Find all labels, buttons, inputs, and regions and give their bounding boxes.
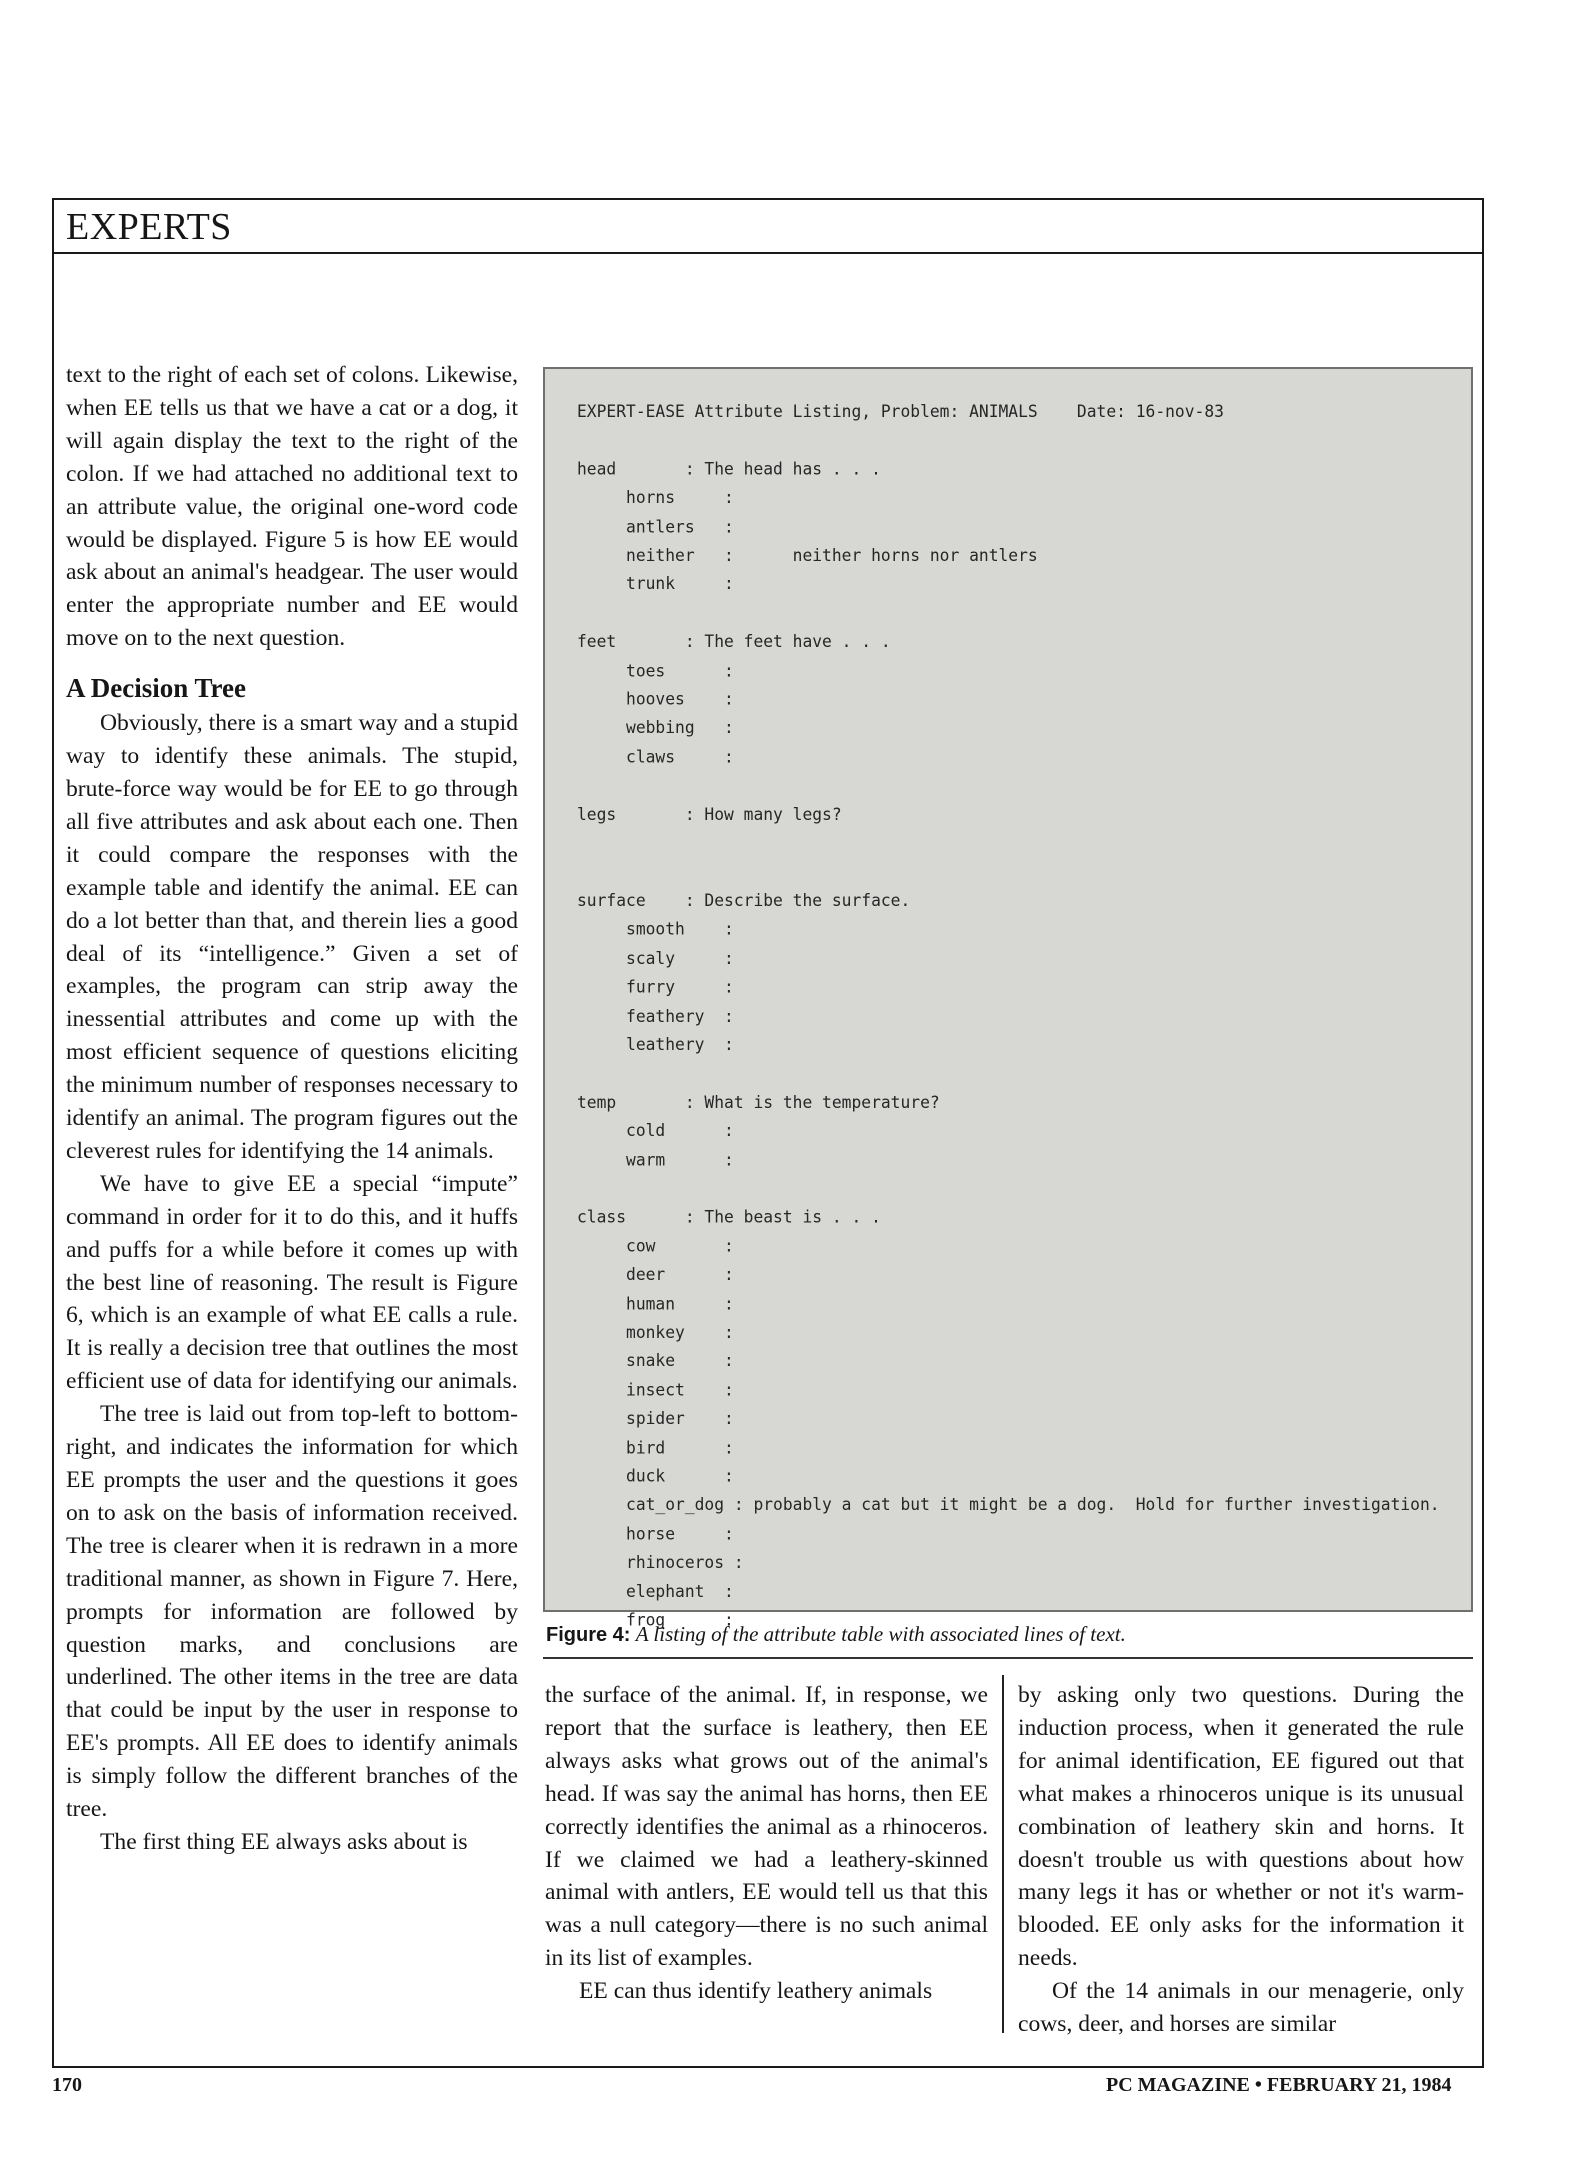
paragraph: the surface of the animal. If, in response, we report that the surface is leathery, then EE always asks what grows out of the animal's head. If was say the animal has horns, then EE correctly identifies the animal as a rhinoceros. If we claimed we had a leathery-skinned animal with antlers, EE would tell us that this was a null category—there is no such animal in its list of examples. [545, 1682, 988, 1972]
caption-text: A listing of the attribute table with associated lines of text. [635, 1622, 1126, 1646]
paragraph: The tree is laid out from top-left to bottom-right, and indicates the information for which EE prompts the user and the questions it goes on to ask on the basis of information received. The tree is clearer when it is redrawn in a more traditional manner, as shown in Figure 7. Here, prompts for information are followed by question marks, and conclusions are underlined. The other items in the tree are data that could be input by the user in response to EE's prompts. All EE does to identify animals is simply follow the different branches of the tree. [66, 1401, 518, 1823]
paragraph: The first thing EE always asks about is [100, 1828, 468, 1855]
attribute-listing: EXPERT-EASE Attribute Listing, Problem: ANIMALS Date: 16-nov-83 head : The head has . . . horns : antlers : neither : neither horns nor antlers trunk : feet : The feet have . . . toes : hooves : webbing : claws : legs : How many legs? surface : Describe the surface. smooth : scaly : furry : feathery : leathery : temp : What is the temperature? cold : warm : class : The beast is . . . cow : deer : human : monkey : snake : insect : spider : bird : duck : cat_or_dog : probably a cat but it might be a dog. Hold for further investigation. horse : rhinoceros : elephant : frog : [577, 401, 1440, 1630]
figure-caption [546, 1620, 1476, 1649]
column-divider [1002, 1675, 1004, 2033]
paragraph: We have to give EE a special “impute” command in order for it to do this, and it huffs and puffs for a while before it comes up with the best line of reasoning. The result is Figure 6, which is an example of what EE calls a rule. It is really a decision tree that outlines the most efficient use of data for identifying our animals. [66, 1170, 518, 1395]
paragraph: by asking only two questions. During the induction process, when it generated the rule for animal identification, EE figured out that what makes a rhinoceros unique is its unusual combination of leathery skin and horns. It doesn't trouble us with questions about how many legs it has or whether or not it's warm-blooded. EE only asks for the information it needs. [1018, 1682, 1464, 1972]
paragraph: EE can thus identify leathery animals [579, 1978, 933, 2005]
right-text-column [1018, 1679, 1464, 2041]
paragraph: Obviously, there is a smart way and a stupid way to identify these animals. The stupid, brute-force way would be for EE to go through all five attributes and ask about each one. Then it could compare the responses with the example table and identify the animal. EE can do a lot better than that, and therein lies a good deal of its “intelligence.” Given a set of examples, the program can strip away the inessential attributes and come up with the most efficient sequence of questions eliciting the minimum number of responses necessary to identify an animal. The program figures out the cleverest rules for identifying the 14 animals. [66, 710, 518, 1164]
publication-footer: PC MAGAZINE • FEBRUARY 21, 1984 [1106, 2074, 1452, 2096]
caption-label: Figure 4: [546, 1624, 631, 1646]
section-title: EXPERTS [66, 206, 232, 248]
subheading: A Decision Tree [66, 673, 246, 704]
paragraph: Of the 14 animals in our menagerie, only cows, deer, and horses are similar [1018, 1978, 1464, 2038]
paragraph: text to the right of each set of colons. Likewise, when EE tells us that we have a cat or a dog, it will again display the text to the right of the colon. If we had attached no additional text to an attribute value, the original one-word code would be displayed. Figure 5 is how EE would ask about an animal's headgear. The user would enter the appropriate number and EE would move on to the next question. [66, 362, 518, 652]
figure-4-screen-listing [543, 367, 1473, 1630]
middle-text-column [545, 1679, 988, 2008]
caption-rule [543, 1657, 1473, 1659]
left-text-column [66, 359, 518, 1859]
section-header [54, 200, 1482, 254]
page-number: 170 [52, 2074, 82, 2096]
